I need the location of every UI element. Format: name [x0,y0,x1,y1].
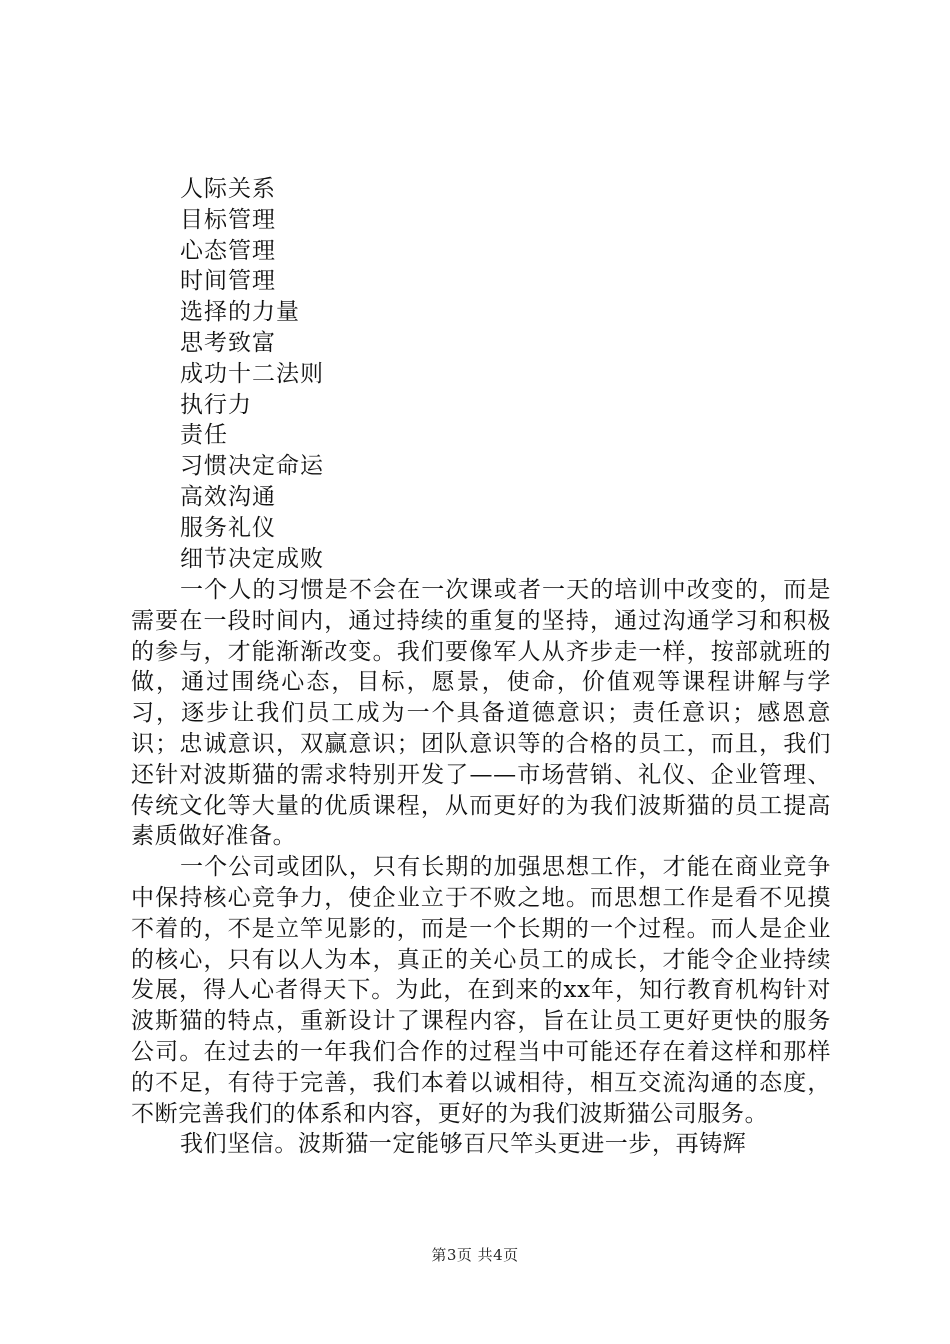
paragraph-thinking: 一个公司或团队，只有长期的加强思想工作，才能在商业竞争中保持核心竞争力，使企业立于不败之地。而思想工作是看不见摸不着的，不是立竿见影的，而是一个长期的一个过程。而人是企业的核心，只有以人为本，真正的关心员工的成长，才能令企业持续发展，得人心者得天下。为此，在到来的xx年，知行教育机构针对波斯猫的特点，重新设计了课程内容，旨在让员工更好更快的服务公司。在过去的一年我们合作的过程当中可能还存在着这样和那样的不足，有待于完善，我们本着以诚相待，相互交流沟通的态度，不断完善我们的体系和内容，更好的为我们波斯猫公司服务。 [131,854,831,1127]
list-item: 服务礼仪 [180,514,276,541]
list-item: 习惯决定命运 [180,453,324,480]
list-item: 高效沟通 [180,483,276,510]
list-item: 选择的力量 [180,299,300,326]
page-footer: 第3页 共4页 [431,1246,519,1264]
paragraph-belief: 我们坚信。波斯猫一定能够百尺竿头更进一步，再铸辉 [180,1131,747,1158]
list-item: 成功十二法则 [180,360,324,387]
course-list [180,174,324,574]
list-item: 时间管理 [180,268,276,295]
list-item: 责任 [180,422,228,449]
list-item: 细节决定成败 [180,545,324,572]
list-item: 执行力 [180,391,252,418]
body-text [131,575,831,1160]
list-item: 思考致富 [180,329,276,356]
list-item: 心态管理 [180,237,276,264]
list-item: 目标管理 [180,206,276,233]
paragraph-habits: 一个人的习惯是不会在一次课或者一天的培训中改变的，而是需要在一段时间内，通过持续的重复的坚持，通过沟通学习和积极的参与，才能渐渐改变。我们要像军人从齐步走一样，按部就班的做，通过围绕心态，目标，愿景，使命，价值观等课程讲解与学习，逐步让我们员工成为一个具备道德意识；责任意识；感恩意识；忠诚意识，双赢意识；团队意识等的合格的员工，而且，我们还针对波斯猫的需求特别开发了——市场营销、礼仪、企业管理、传统文化等大量的优质课程，从而更好的为我们波斯猫的员工提高素质做好准备。 [131,577,831,850]
list-item: 人际关系 [180,176,276,202]
